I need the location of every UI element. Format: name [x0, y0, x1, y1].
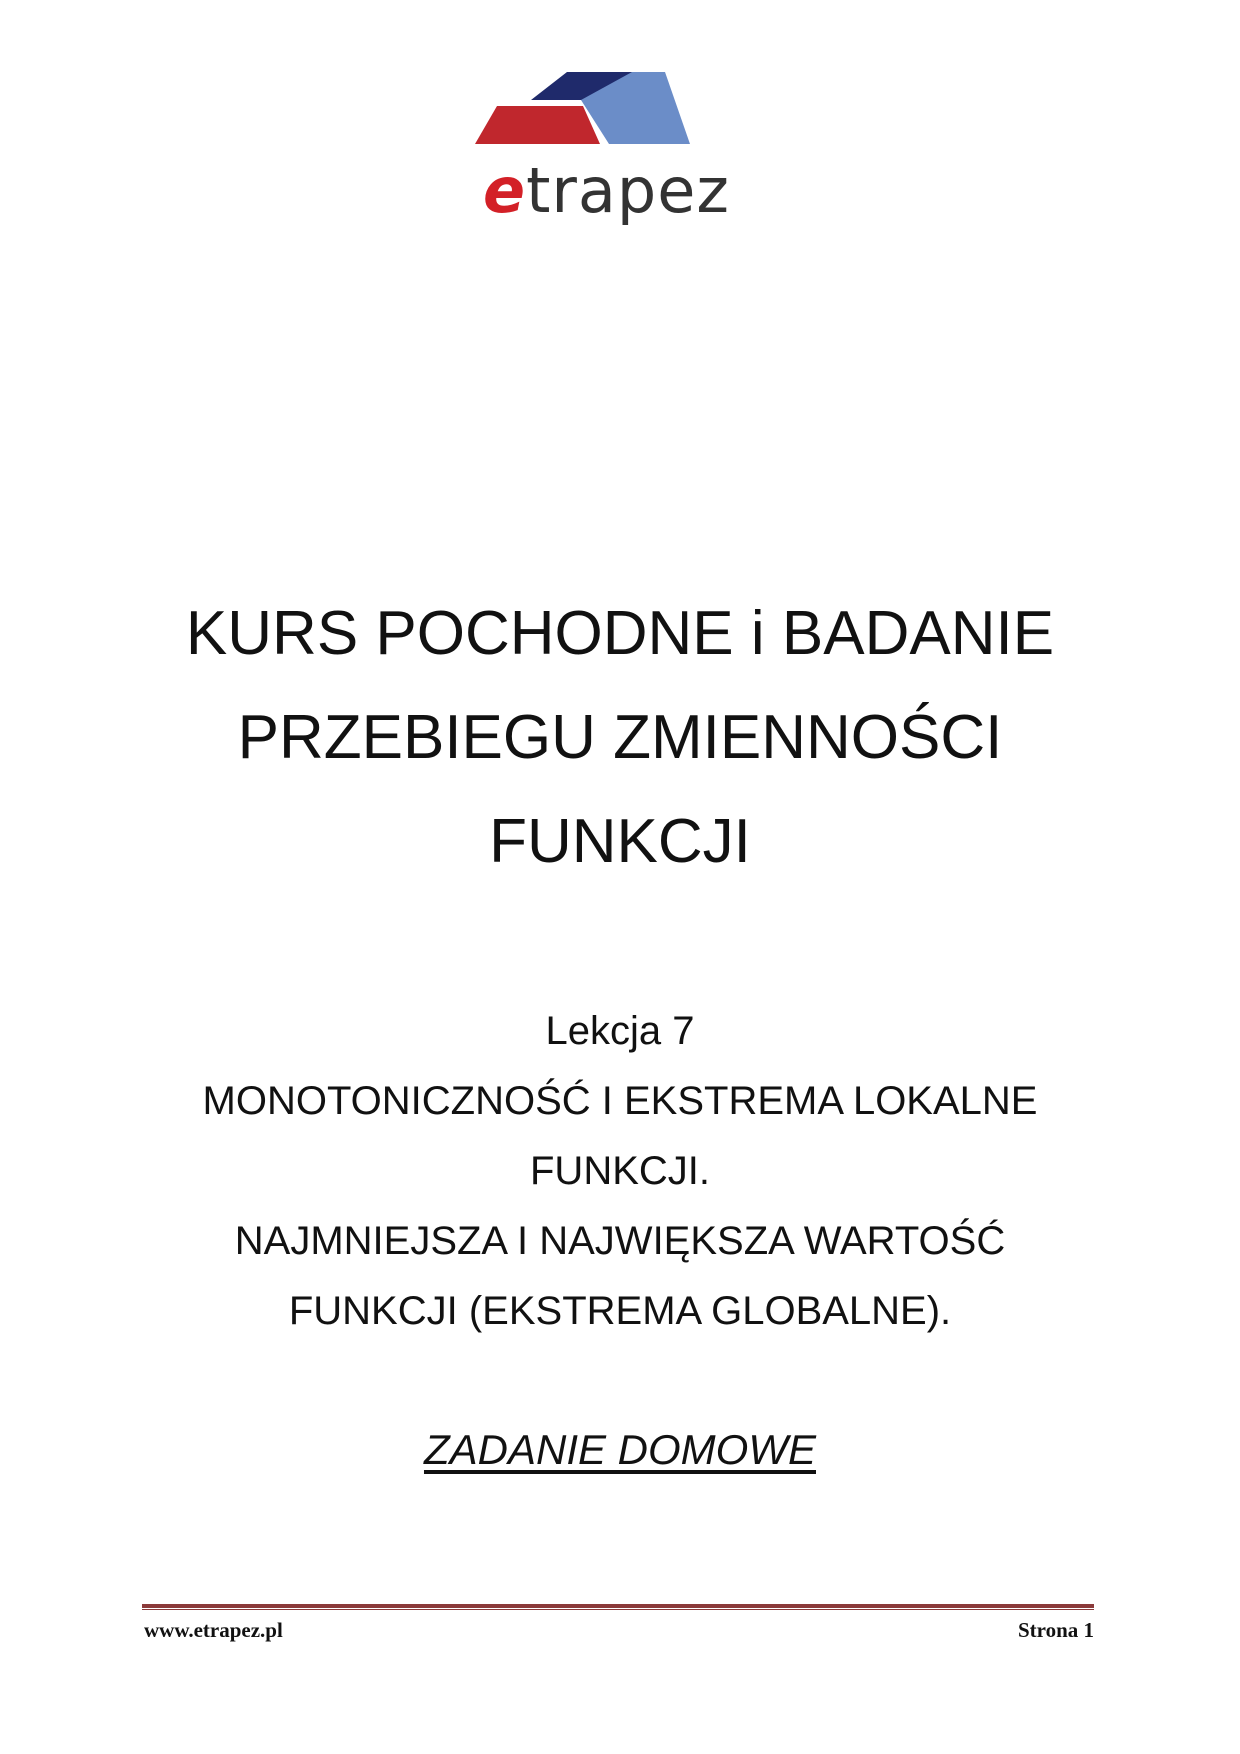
lesson-topic-line-3: NAJMNIEJSZA I NAJWIĘKSZA WARTOŚĆ [234, 1219, 1006, 1263]
etrapez-logo [475, 72, 775, 232]
course-title [0, 582, 1240, 894]
lesson-topic-line-4: FUNKCJI (EKSTREMA GLOBALNE). [288, 1289, 952, 1333]
logo-e-letter: e [483, 154, 527, 227]
footer-divider [142, 1604, 1094, 1610]
title-line-1: KURS POCHODNE i BADANIE [185, 599, 1055, 668]
logo-wordmark [483, 154, 730, 227]
title-line-2: PRZEBIEGU ZMIENNOŚCI [237, 703, 1003, 772]
lesson-number: Lekcja 7 [545, 1009, 695, 1053]
footer-website: www.etrapez.pl [144, 1618, 283, 1642]
lesson-topic-line-1: MONOTONICZNOŚĆ I EKSTREMA LOKALNE [202, 1079, 1038, 1123]
logo-left-shape [475, 106, 600, 144]
homework-heading: ZADANIE DOMOWE [423, 1426, 816, 1473]
footer-page-number: Strona 1 [1017, 1618, 1094, 1642]
trapezoid-logo-icon [475, 72, 775, 162]
title-line-3: FUNKCJI [489, 807, 751, 876]
lesson-topic-line-2: FUNKCJI. [530, 1149, 710, 1193]
logo-text-rest: trapez [526, 154, 730, 227]
lesson-info [0, 996, 1240, 1346]
